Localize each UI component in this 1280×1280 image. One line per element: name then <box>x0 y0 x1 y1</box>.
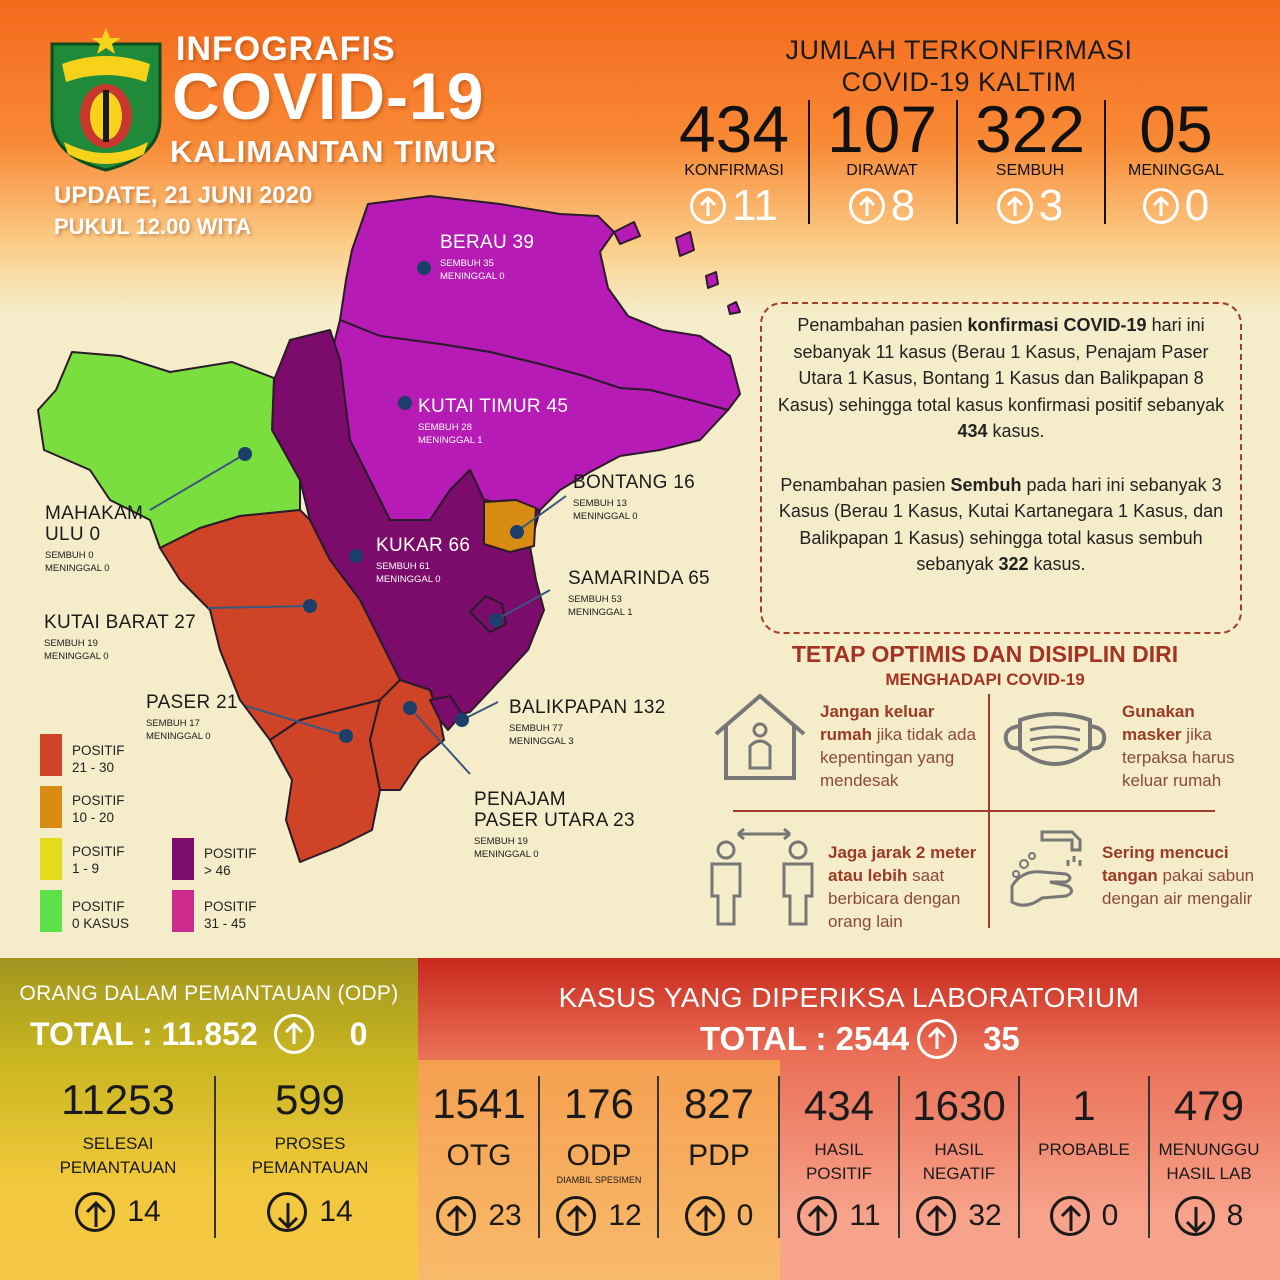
info-box <box>760 302 1242 634</box>
region-name: KUTAI TIMUR 45 <box>418 396 569 417</box>
arrow-up-icon <box>797 1196 837 1236</box>
summary-label: DIRAWAT <box>846 162 918 179</box>
legend-label: POSITIF > 46 <box>204 846 257 878</box>
info-konfirmasi: Penambahan pasien konfirmasi COVID-19 hari ini sebanyak 11 kasus (Berau 1 Kasus, Penajam Paser Utara 1 Kasus, Bontang 1 Kasus dan Balikpapan 8 Kasus) sehingga total kasus konfirmasi positif sebanyak 434 kasus. <box>777 315 1225 441</box>
region-name-line2: PASER UTARA 23 <box>474 810 635 831</box>
arrow-up-icon <box>436 1196 476 1236</box>
lab-stat <box>1150 1082 1268 1232</box>
region-meninggal: MENINGGAL 0 <box>440 271 505 282</box>
tips-subtitle: MENGHADAPI COVID-19 <box>885 670 1085 689</box>
stat-label: MENUNGGU HASIL LAB <box>1158 1140 1260 1183</box>
tips-divider-h <box>733 810 1215 812</box>
summary-change: 11 <box>732 181 778 230</box>
arrow-up-icon <box>997 188 1033 224</box>
region-meninggal: MENINGGAL 0 <box>146 731 211 742</box>
arrow-up-icon <box>685 1196 725 1236</box>
stat-value: 1 <box>1072 1082 1096 1129</box>
arrow-down-icon <box>1175 1196 1215 1236</box>
stat-label: HASIL NEGATIF <box>922 1140 996 1183</box>
summary-title-line1: JUMLAH TERKONFIRMASI <box>785 35 1133 65</box>
stat-label: HASIL POSITIF <box>805 1140 873 1183</box>
label-kutai-timur <box>418 396 568 447</box>
stat-change: 8 <box>1226 1199 1244 1232</box>
legend-label: POSITIF 21 - 30 <box>72 743 125 775</box>
region-sembuh: SEMBUH 77 <box>509 723 563 734</box>
region-sembuh: SEMBUH 19 <box>474 836 528 847</box>
label-mahakam-ulu <box>45 503 143 575</box>
arrow-up-icon <box>849 188 885 224</box>
arrow-up-icon <box>916 1196 956 1236</box>
update-time: PUKUL 12.00 WITA <box>54 214 252 239</box>
stat-label: PROSES PEMANTAUAN <box>251 1134 369 1177</box>
odp-total-change: 0 <box>349 1015 368 1052</box>
summary-sembuh <box>960 92 1100 230</box>
lab-stat <box>1020 1082 1148 1232</box>
region-sembuh: SEMBUH 19 <box>44 638 98 649</box>
region-name: BERAU 39 <box>440 232 535 253</box>
summary-meninggal <box>1106 92 1246 230</box>
divider <box>808 100 810 224</box>
summary-value: 434 <box>678 92 790 166</box>
stat-label: OTG <box>446 1139 512 1172</box>
legend-label: POSITIF 10 - 20 <box>72 793 125 825</box>
legend-swatch-21-30 <box>40 734 62 776</box>
region-name: KUTAI BARAT 27 <box>44 612 197 633</box>
title-infografis: INFOGRAFIS <box>176 30 396 68</box>
tip-wear-mask: Gunakan masker jika terpaksa harus keluar rumah <box>1122 702 1235 790</box>
distancing-icon <box>706 826 822 928</box>
lab-total-change: 35 <box>983 1020 1020 1057</box>
arrow-up-icon <box>917 1019 957 1059</box>
region-meninggal: MENINGGAL 1 <box>418 435 483 446</box>
odp-total-label: TOTAL : 11.852 <box>30 1015 258 1052</box>
region-sembuh: SEMBUH 28 <box>418 422 472 433</box>
lab-total-label: TOTAL : 2544 <box>700 1020 910 1057</box>
update-date: UPDATE, 21 JUNI 2020 <box>54 182 313 209</box>
legend-label: POSITIF 1 - 9 <box>72 844 125 876</box>
summary-value: 322 <box>974 92 1086 166</box>
stat-value: 1630 <box>912 1082 1006 1129</box>
legend-swatch-10-20 <box>40 786 62 828</box>
divider <box>956 100 958 224</box>
stat-change: 11 <box>849 1199 881 1232</box>
arrow-up-icon <box>75 1192 115 1232</box>
summary-title-line2: COVID-19 KALTIM <box>841 67 1077 97</box>
label-samarinda <box>568 568 710 619</box>
region-meninggal: MENINGGAL 3 <box>509 736 574 747</box>
legend-swatch-46-plus <box>172 838 194 880</box>
summary-label: MENINGGAL <box>1127 162 1224 179</box>
legend-swatch-1-9 <box>40 838 62 880</box>
tips-divider-v <box>988 694 990 928</box>
lab-stat <box>540 1080 658 1232</box>
region-meninggal: MENINGGAL 0 <box>44 651 109 662</box>
region-sembuh: SEMBUH 13 <box>573 498 627 509</box>
label-kukar <box>376 535 470 586</box>
stat-value: 11253 <box>61 1076 175 1123</box>
region-meninggal: MENINGGAL 0 <box>573 511 638 522</box>
stat-label: SELESAI PEMANTAUAN <box>59 1134 177 1177</box>
stat-value: 176 <box>563 1080 635 1127</box>
tip-stay-home: Jangan keluar rumah jika tidak ada kepentingan yang mendesak <box>820 702 976 790</box>
stat-change: 12 <box>608 1199 642 1232</box>
summary-value: 05 <box>1139 92 1213 166</box>
summary-change: 3 <box>1038 181 1064 230</box>
region-meninggal: MENINGGAL 0 <box>474 849 539 860</box>
stat-value: 599 <box>274 1076 346 1123</box>
stat-change: 0 <box>736 1199 754 1232</box>
label-kutai-barat <box>44 612 196 663</box>
arrow-up-icon <box>1143 188 1179 224</box>
summary-title <box>760 34 1158 98</box>
region-sembuh: SEMBUH 17 <box>146 718 200 729</box>
odp-stat <box>216 1076 404 1228</box>
legend-swatch-31-45 <box>172 890 194 932</box>
stat-value: 1541 <box>432 1080 526 1127</box>
stat-change: 0 <box>1101 1199 1119 1232</box>
region-meninggal: MENINGGAL 1 <box>568 607 633 618</box>
region-meninggal: MENINGGAL 0 <box>376 574 441 585</box>
map-bontang <box>484 500 536 552</box>
title-covid19: COVID-19 <box>172 59 485 133</box>
house-icon <box>712 692 808 784</box>
lab-stat <box>780 1082 898 1232</box>
lab-title: KASUS YANG DIPERIKSA LABORATORIUM <box>558 982 1140 1013</box>
handwash-icon <box>1002 826 1094 916</box>
info-sembuh: Penambahan pasien Sembuh pada hari ini sebanyak 3 Kasus (Berau 1 Kasus, Kutai Kartanegara 1 Kasus, dan Balikpapan 1 Kasus) sehingga total kasus sembuh sebanyak 322 kasus. <box>778 474 1224 574</box>
odp-title: ORANG DALAM PEMANTAUAN (ODP) <box>19 982 399 1005</box>
mask-icon <box>1000 706 1110 780</box>
legend-label: POSITIF 0 KASUS <box>72 899 130 931</box>
region-name: BALIKPAPAN 132 <box>509 697 666 718</box>
stat-change: 23 <box>488 1199 522 1232</box>
region-meninggal: MENINGGAL 0 <box>45 563 110 574</box>
stat-value: 827 <box>683 1080 755 1127</box>
tip-handwash: Sering mencuci tangan pakai sabun dengan air mengalir <box>1102 843 1255 908</box>
odp-total <box>30 1014 367 1054</box>
kaltim-emblem-logo <box>44 24 168 172</box>
label-ppu <box>474 789 635 861</box>
stat-value: 434 <box>803 1082 875 1129</box>
region-name-line1: PENAJAM <box>474 789 566 810</box>
arrow-up-icon <box>556 1196 596 1236</box>
summary-change: 8 <box>890 181 916 230</box>
legend-swatch-0 <box>40 890 62 932</box>
summary-dirawat <box>812 92 952 230</box>
region-sembuh: SEMBUH 0 <box>45 550 94 561</box>
label-paser <box>146 692 238 743</box>
lab-stat <box>660 1080 778 1232</box>
label-bontang <box>573 472 695 523</box>
summary-label: SEMBUH <box>995 162 1065 179</box>
lab-stat <box>900 1082 1018 1232</box>
stat-value: 479 <box>1173 1082 1245 1129</box>
region-name-line1: MAHAKAM <box>45 503 144 524</box>
title-region: KALIMANTAN TIMUR <box>170 134 498 169</box>
stat-label: ODP DIAMBIL SPESIMEN <box>556 1139 642 1185</box>
arrow-up-icon <box>274 1014 314 1054</box>
stat-label: PROBABLE <box>1038 1140 1130 1159</box>
region-name: PASER 21 <box>146 692 238 713</box>
region-name-line2: ULU 0 <box>45 524 101 545</box>
arrow-up-icon <box>1050 1196 1090 1236</box>
lab-total <box>700 1019 1020 1059</box>
odp-stat <box>20 1076 216 1228</box>
region-sembuh: SEMBUH 53 <box>568 594 622 605</box>
summary-change: 0 <box>1184 181 1210 230</box>
region-sembuh: SEMBUH 35 <box>440 258 494 269</box>
arrow-down-icon <box>267 1192 307 1232</box>
summary-value: 107 <box>826 92 938 166</box>
tips-title: TETAP OPTIMIS DAN DISIPLIN DIRI <box>791 641 1179 667</box>
region-sembuh: SEMBUH 61 <box>376 561 430 572</box>
stat-change: 14 <box>127 1195 161 1228</box>
region-name: KUKAR 66 <box>376 535 471 556</box>
legend-label: POSITIF 31 - 45 <box>204 899 257 931</box>
summary-label: KONFIRMASI <box>684 162 784 179</box>
region-name: SAMARINDA 65 <box>568 568 710 589</box>
stat-change: 32 <box>968 1199 1002 1232</box>
column-divider <box>214 1076 216 1238</box>
label-balikpapan <box>509 697 666 748</box>
stat-change: 14 <box>319 1195 353 1228</box>
label-berau <box>440 232 534 283</box>
lab-stat <box>420 1080 538 1232</box>
tip-distancing: Jaga jarak 2 meter atau lebih saat berbicara dengan orang lain <box>828 843 977 931</box>
stat-label: PDP <box>688 1139 750 1172</box>
region-name: BONTANG 16 <box>573 472 695 493</box>
